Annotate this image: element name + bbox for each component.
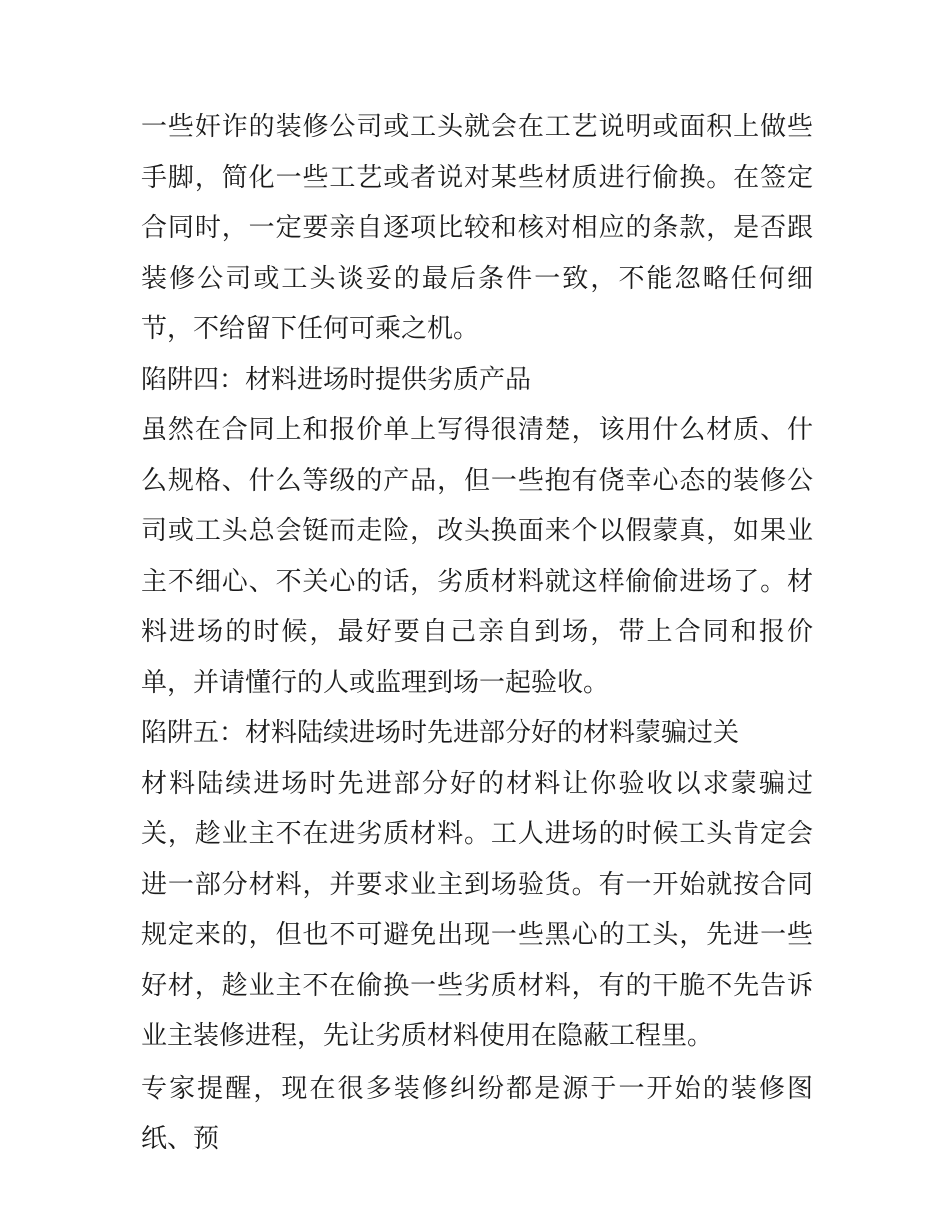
paragraph-inferior-materials: 虽然在合同上和报价单上写得很清楚，该用什么材质、什么规格、什么等级的产品，但一些抱有侥幸心态的装修公司或工头总会铤而走险，改头换面来个以假蒙真，如果业主不细心、不关心的话，劣质材料就这样偷偷进场了。材料进场的时候，最好要自己亲自到场，带上合同和报价单，并请懂行的人或监理到场一起验收。 [141,415,813,698]
document-page [141,102,813,1165]
paragraph-material-swap: 材料陆续进场时先进部分好的材料让你验收以求蒙骗过关，趁业主不在进劣质材料。工人进场的时候工头肯定会进一部分材料，并要求业主到场验货。有一开始就按合同规定来的，但也不可避免出现一些黑心的工头，先进一些好材，趁业主不在偷换一些劣质材料，有的干脆不先告诉业主装修进程，先让劣质材料使用在隐蔽工程里。 [141,768,813,1051]
heading-trap-four: 陷阱四：材料进场时提供劣质产品 [141,364,532,395]
paragraph-contract-warning: 一些奸诈的装修公司或工头就会在工艺说明或面积上做些手脚，简化一些工艺或者说对某些材质进行偷换。在签定合同时，一定要亲自逐项比较和核对相应的条款，是否跟装修公司或工头谈妥的最后条件一致，不能忽略任何细节，不给留下任何可乘之机。 [141,112,813,344]
heading-trap-five: 陷阱五：材料陆续进场时先进部分好的材料蒙骗过关 [141,718,740,748]
paragraph-expert-reminder: 专家提醒，现在很多装修纠纷都是源于一开始的装修图纸、预 [141,1073,813,1154]
